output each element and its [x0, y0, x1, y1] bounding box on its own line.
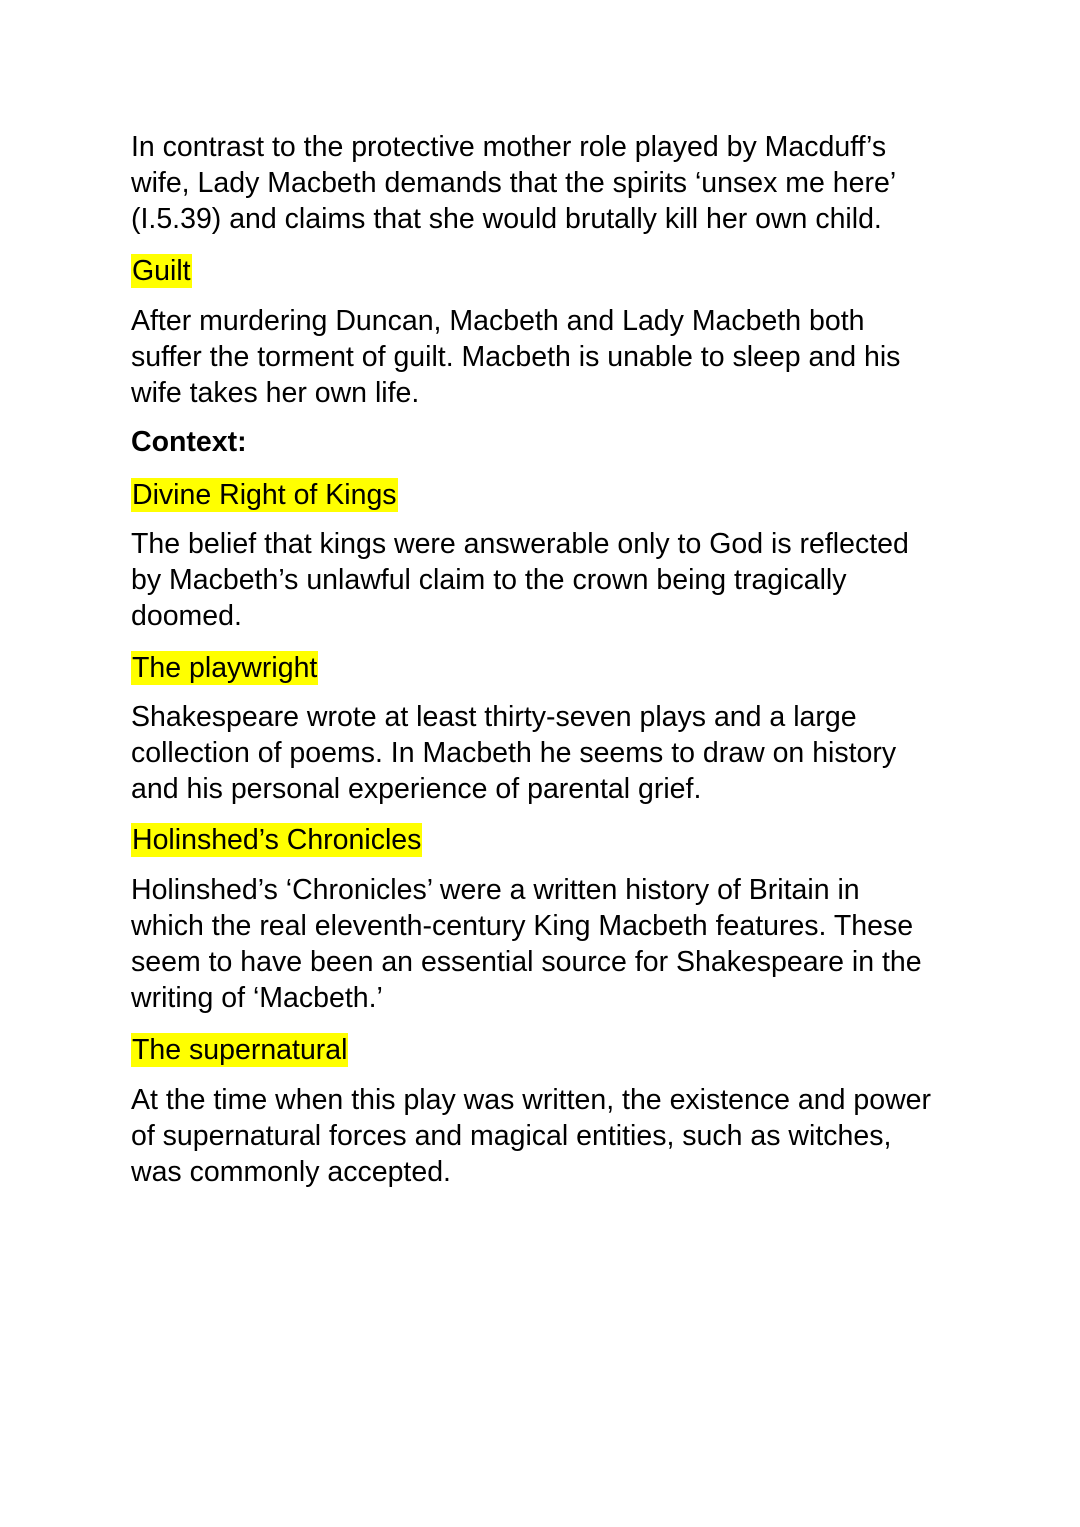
holinshed-heading: Holinshed’s Chronicles [132, 824, 422, 856]
text-line: and his personal experience of parental grief. [131, 773, 702, 805]
text-line: suffer the torment of guilt. Macbeth is unable to sleep and his [131, 341, 901, 373]
guilt-paragraph [131, 303, 971, 411]
text-line: wife, Lady Macbeth demands that the spirits ‘unsex me here’ [131, 167, 897, 199]
guilt-heading-row [131, 253, 971, 289]
text-line: Shakespeare wrote at least thirty-seven plays and a large [131, 701, 857, 733]
context-heading: Context: [131, 426, 247, 458]
playwright-paragraph [131, 699, 971, 807]
text-line: In contrast to the protective mother role played by Macduff’s [131, 131, 887, 163]
supernatural-heading: The supernatural [132, 1034, 348, 1066]
text-line: writing of ‘Macbeth.’ [131, 982, 383, 1014]
divine-right-paragraph [131, 526, 971, 634]
guilt-heading: Guilt [132, 255, 191, 287]
text-line: Holinshed’s ‘Chronicles’ were a written history of Britain in [131, 874, 860, 906]
playwright-heading-row [131, 650, 971, 686]
text-line: (I.5.39) and claims that she would brutally kill her own child. [131, 203, 882, 235]
text-line: by Macbeth’s unlawful claim to the crown being tragically [131, 564, 847, 596]
text-line: collection of poems. In Macbeth he seems to draw on history [131, 737, 897, 769]
divine-right-heading: Divine Right of Kings [132, 479, 397, 511]
supernatural-heading-row [131, 1032, 971, 1068]
holinshed-heading-row [131, 822, 971, 858]
text-line: The belief that kings were answerable only to God is reflected [131, 528, 909, 560]
text-line: wife takes her own life. [131, 377, 420, 409]
holinshed-paragraph [131, 872, 971, 1016]
supernatural-paragraph [131, 1082, 971, 1190]
divine-right-heading-row [131, 477, 971, 513]
playwright-heading: The playwright [132, 652, 318, 684]
text-line: of supernatural forces and magical entities, such as witches, [131, 1120, 892, 1152]
text-line: After murdering Duncan, Macbeth and Lady Macbeth both [131, 305, 865, 337]
text-line: doomed. [131, 600, 242, 632]
text-line: seem to have been an essential source for Shakespeare in the [131, 946, 922, 978]
text-line: was commonly accepted. [131, 1156, 451, 1188]
text-line: At the time when this play was written, the existence and power [131, 1084, 931, 1116]
text-line: which the real eleventh-century King Macbeth features. These [131, 910, 914, 942]
intro-paragraph [131, 129, 971, 237]
